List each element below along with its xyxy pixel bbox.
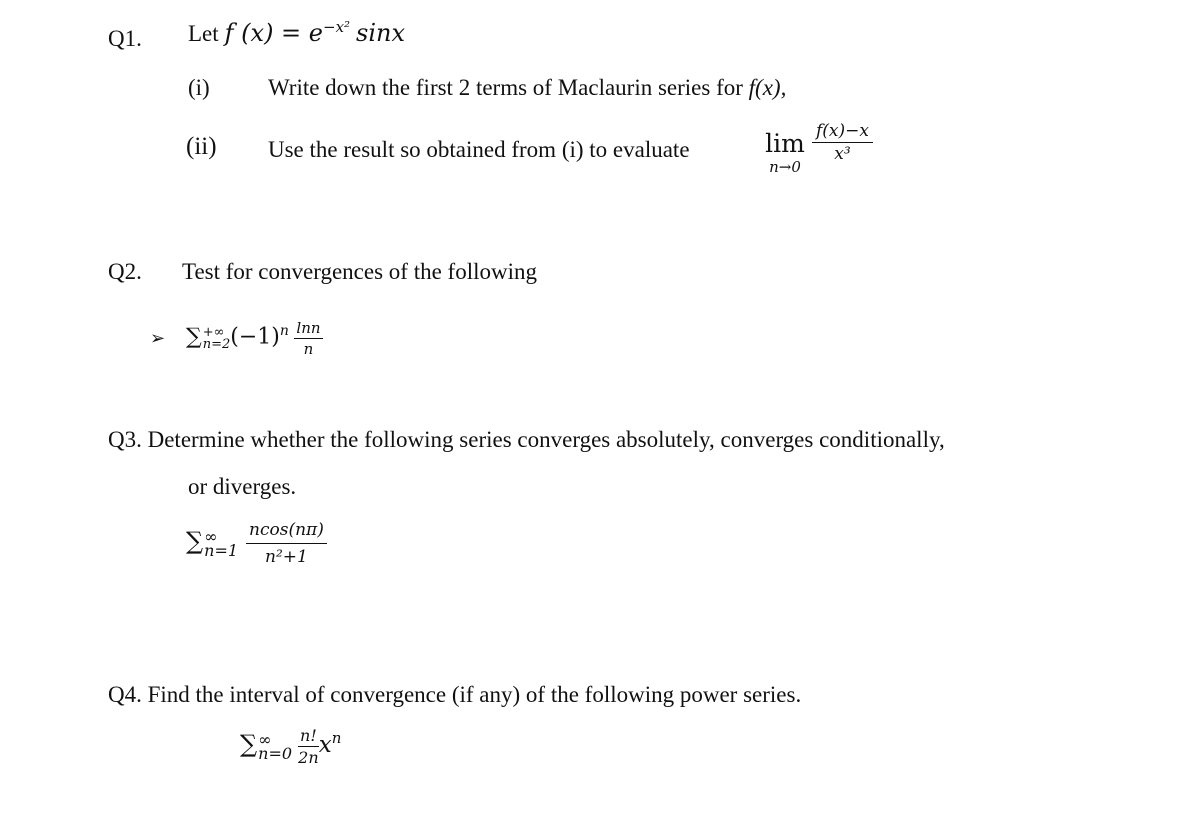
- q3-frac-den: n²+1: [265, 547, 308, 567]
- q2-sigma-sup: +∞: [202, 324, 225, 340]
- q3-frac-num: ncos(nπ): [246, 520, 327, 544]
- q2-frac-num: lnn: [296, 319, 321, 337]
- q3-sigma-sub: n=1: [204, 540, 239, 560]
- q2-sigma-sub: n=2: [202, 336, 231, 352]
- q1-frac-den: x³: [834, 144, 851, 164]
- q3-series: [186, 520, 327, 567]
- q2-label: Q2.: [108, 259, 142, 284]
- q3-sigma: ∑: [186, 527, 204, 556]
- q1-part-ii-label: (ii): [186, 133, 217, 160]
- q2-sigma: ∑: [186, 324, 202, 350]
- q1-func: f (x) = e: [224, 19, 323, 47]
- q3-question-line1: Q3. Determine whether the following series converges absolutely, converges conditionally,: [108, 427, 945, 452]
- q1-frac-num: f(x)−x: [812, 121, 873, 143]
- q4-series: [240, 726, 341, 767]
- q1-function: [188, 18, 405, 48]
- q1-lim-word: lim: [765, 129, 805, 158]
- q1-limit: [762, 130, 808, 176]
- q3-sigma-sup: ∞: [204, 526, 218, 546]
- q4-sigma-sub: n=0: [258, 743, 293, 763]
- q4-frac-den: 2n: [298, 748, 319, 767]
- q2-text: Test for convergences of the following: [182, 259, 537, 284]
- q1-part-i-body: Write down the first 2 terms of Maclaurin series for: [268, 75, 743, 100]
- q1-part-i-text: [268, 75, 786, 101]
- q2-bullet-icon: ➢: [150, 328, 166, 349]
- q4-question: Q4. Find the interval of convergence (if any) of the following power series.: [108, 682, 802, 707]
- q1-part-ii-text: Use the result so obtained from (i) to evaluate: [268, 137, 690, 162]
- q2-term: (−1): [230, 324, 280, 350]
- q3-question-line2: or diverges.: [188, 474, 297, 499]
- q1-part-i-tail: f(x),: [748, 75, 787, 100]
- q2-term-exp: n: [279, 323, 289, 340]
- q1-lim-sub: n→0: [769, 158, 801, 176]
- q4-sigma-sup: ∞: [258, 729, 272, 749]
- q1-label: Q1.: [108, 26, 142, 51]
- q1-limit-fraction: [812, 121, 873, 164]
- q1-func-tail: sinx: [356, 19, 406, 47]
- q4-sigma: ∑: [240, 730, 258, 759]
- q2-frac-den: n: [303, 340, 314, 358]
- q1-exponent: −x²: [323, 18, 351, 36]
- q1-part-i-label: (i): [188, 75, 210, 100]
- q4-frac-num: n!: [300, 726, 317, 745]
- q4-tail: x: [318, 732, 332, 759]
- q2-series: [186, 319, 323, 358]
- q4-tail-exp: n: [331, 729, 342, 748]
- q1-let: Let: [188, 21, 219, 46]
